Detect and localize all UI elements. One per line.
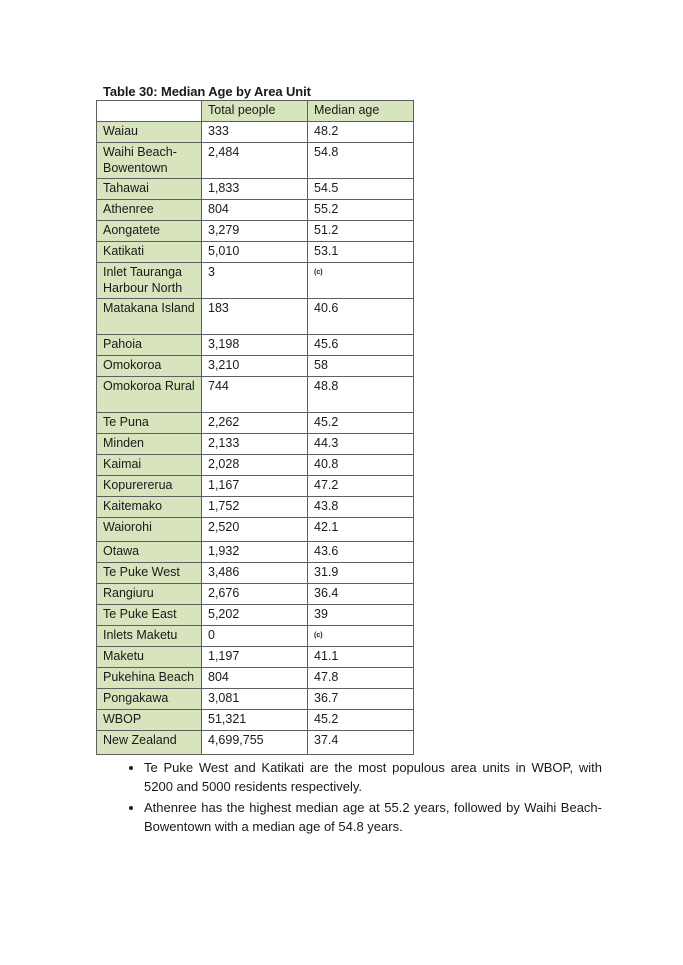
total-people: 4,699,755 xyxy=(202,731,308,755)
area-name: Kopurererua xyxy=(97,476,202,497)
total-people: 1,197 xyxy=(202,647,308,668)
table-row xyxy=(97,377,414,413)
area-name: Athenree xyxy=(97,200,202,221)
table-row xyxy=(97,455,414,476)
median-age: 43.8 xyxy=(308,497,414,518)
table-caption: Table 30: Median Age by Area Unit xyxy=(103,84,311,99)
median-age: 54.8 xyxy=(308,143,414,179)
total-people: 744 xyxy=(202,377,308,413)
total-people: 1,932 xyxy=(202,542,308,563)
table-row xyxy=(97,710,414,731)
area-name: Katikati xyxy=(97,242,202,263)
median-age: 47.2 xyxy=(308,476,414,497)
table-row xyxy=(97,731,414,755)
table-row xyxy=(97,335,414,356)
median-age-suppressed xyxy=(308,263,414,299)
median-age: 53.1 xyxy=(308,242,414,263)
suppressed-marker: (c) xyxy=(314,632,323,639)
median-age: 40.8 xyxy=(308,455,414,476)
note-item: • Te Puke West and Katikati are the most populous area units in WBOP, with 5200 and 5000 residents respectively. xyxy=(144,758,602,796)
median-age: 45.2 xyxy=(308,413,414,434)
median-age: 58 xyxy=(308,356,414,377)
table-row xyxy=(97,434,414,455)
total-people: 3,081 xyxy=(202,689,308,710)
summary-notes xyxy=(122,758,602,838)
area-name: Tahawai xyxy=(97,179,202,200)
total-people: 2,520 xyxy=(202,518,308,542)
median-age: 40.6 xyxy=(308,299,414,335)
median-age: 44.3 xyxy=(308,434,414,455)
total-people: 183 xyxy=(202,299,308,335)
table-row xyxy=(97,221,414,242)
table-row xyxy=(97,242,414,263)
table-row xyxy=(97,668,414,689)
median-age: 48.2 xyxy=(308,122,414,143)
area-name: New Zealand xyxy=(97,731,202,755)
total-people: 0 xyxy=(202,626,308,647)
area-name: WBOP xyxy=(97,710,202,731)
area-name: Pongakawa xyxy=(97,689,202,710)
total-people: 3,279 xyxy=(202,221,308,242)
total-people: 51,321 xyxy=(202,710,308,731)
median-age: 45.2 xyxy=(308,710,414,731)
area-name: Aongatete xyxy=(97,221,202,242)
total-people: 2,262 xyxy=(202,413,308,434)
table-row xyxy=(97,200,414,221)
total-people: 5,202 xyxy=(202,605,308,626)
median-age: 36.7 xyxy=(308,689,414,710)
median-age: 37.4 xyxy=(308,731,414,755)
area-name: Inlets Maketu xyxy=(97,626,202,647)
total-people: 2,133 xyxy=(202,434,308,455)
median-age: 36.4 xyxy=(308,584,414,605)
table-row xyxy=(97,476,414,497)
total-people: 804 xyxy=(202,200,308,221)
total-people: 1,833 xyxy=(202,179,308,200)
table-row xyxy=(97,263,414,299)
total-people: 3,486 xyxy=(202,563,308,584)
table-row xyxy=(97,689,414,710)
suppressed-marker: (c) xyxy=(314,269,323,276)
table-row xyxy=(97,143,414,179)
area-name: Minden xyxy=(97,434,202,455)
header-empty xyxy=(97,101,202,122)
total-people: 2,484 xyxy=(202,143,308,179)
table-row xyxy=(97,563,414,584)
area-name: Kaimai xyxy=(97,455,202,476)
median-age: 42.1 xyxy=(308,518,414,542)
header-median-age: Median age xyxy=(308,101,414,122)
median-age: 55.2 xyxy=(308,200,414,221)
median-age: 51.2 xyxy=(308,221,414,242)
table-row xyxy=(97,122,414,143)
table-row xyxy=(97,542,414,563)
total-people: 804 xyxy=(202,668,308,689)
median-age: 39 xyxy=(308,605,414,626)
total-people: 1,752 xyxy=(202,497,308,518)
note-item: • Athenree has the highest median age at 55.2 years, followed by Waihi Beach-Bowentown with a median age of 54.8 years. xyxy=(144,798,602,836)
total-people: 2,028 xyxy=(202,455,308,476)
area-name: Pahoia xyxy=(97,335,202,356)
table-row xyxy=(97,179,414,200)
total-people: 3,198 xyxy=(202,335,308,356)
area-name: Maketu xyxy=(97,647,202,668)
table-row xyxy=(97,647,414,668)
median-age: 41.1 xyxy=(308,647,414,668)
area-name: Omokoroa Rural xyxy=(97,377,202,413)
table-row xyxy=(97,299,414,335)
area-name: Inlet Tauranga Harbour North xyxy=(97,263,202,299)
area-name: Kaitemako xyxy=(97,497,202,518)
total-people: 3,210 xyxy=(202,356,308,377)
median-age: 47.8 xyxy=(308,668,414,689)
median-age: 31.9 xyxy=(308,563,414,584)
table-row xyxy=(97,626,414,647)
total-people: 333 xyxy=(202,122,308,143)
area-name: Waiau xyxy=(97,122,202,143)
table-row xyxy=(97,584,414,605)
area-name: Te Puna xyxy=(97,413,202,434)
table-row xyxy=(97,497,414,518)
header-total-people: Total people xyxy=(202,101,308,122)
area-name: Waiorohi xyxy=(97,518,202,542)
table-header-row xyxy=(97,101,414,122)
area-name: Te Puke East xyxy=(97,605,202,626)
total-people: 2,676 xyxy=(202,584,308,605)
table-row xyxy=(97,518,414,542)
area-name: Omokoroa xyxy=(97,356,202,377)
median-age-suppressed xyxy=(308,626,414,647)
median-age: 45.6 xyxy=(308,335,414,356)
median-age: 54.5 xyxy=(308,179,414,200)
area-name: Pukehina Beach xyxy=(97,668,202,689)
median-age: 43.6 xyxy=(308,542,414,563)
median-age-table xyxy=(96,100,414,755)
table-row xyxy=(97,356,414,377)
area-name: Waihi Beach-Bowentown xyxy=(97,143,202,179)
area-name: Te Puke West xyxy=(97,563,202,584)
table-row xyxy=(97,413,414,434)
area-name: Rangiuru xyxy=(97,584,202,605)
area-name: Otawa xyxy=(97,542,202,563)
area-name: Matakana Island xyxy=(97,299,202,335)
total-people: 1,167 xyxy=(202,476,308,497)
total-people: 5,010 xyxy=(202,242,308,263)
median-age: 48.8 xyxy=(308,377,414,413)
total-people: 3 xyxy=(202,263,308,299)
table-row xyxy=(97,605,414,626)
